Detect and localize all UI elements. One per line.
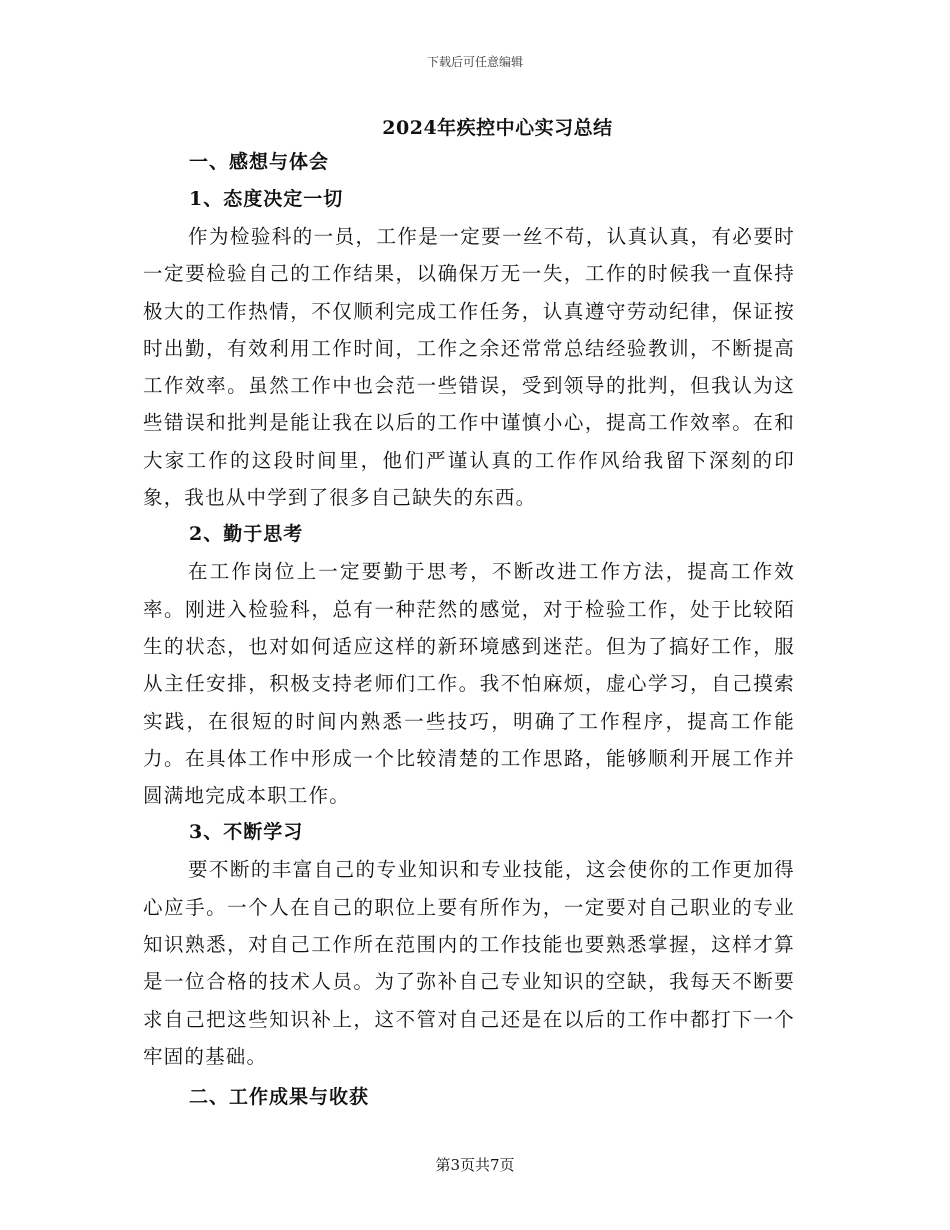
- subsection-heading-thinking: 2、勤于思考: [189, 523, 304, 546]
- section-heading-impressions: 一、感想与体会: [189, 151, 330, 173]
- document-title: 2024年疾控中心实习总结: [382, 117, 613, 139]
- section-heading-results: 二、工作成果与收获: [189, 1086, 370, 1109]
- page-header-note: 下载后可任意编辑: [426, 55, 523, 69]
- subsection-heading-learning: 3、不断学习: [189, 821, 304, 844]
- page-number: 第3页共7页: [435, 1156, 515, 1174]
- subsection-heading-attitude: 1、态度决定一切: [189, 188, 344, 210]
- document-body: [143, 144, 795, 1116]
- paragraph-learning: 要不断的丰富自己的专业知识和专业技能，这会使你的工作更加得心应手。一个人在自己的职位上要有所作为，一定要对自己职业的专业知识熟悉，对自己工作所在范围内的工作技能也要熟悉掌握，这样才算是一位合格的技术人员。为了弥补自己专业知识的空缺，我每天不断要求自己把这些知识补上，这不管对自己还是在以后的工作中都打下一个牢固的基础。: [143, 858, 795, 1068]
- paragraph-thinking: 在工作岗位上一定要勤于思考，不断改进工作方法，提高工作效率。刚进入检验科，总有一种茫然的感觉，对于检验工作，处于比较陌生的状态，也对如何适应这样的新环境感到迷茫。但为了搞好工作，服从主任安排，积极支持老师们工作。我不怕麻烦，虚心学习，自己摸索实践，在很短的时间内熟悉一些技巧，明确了工作程序，提高工作能力。在具体工作中形成一个比较清楚的工作思路，能够顺利开展工作并圆满地完成本职工作。: [143, 560, 795, 808]
- paragraph-attitude: 作为检验科的一员，工作是一定要一丝不苟，认真认真，有必要时一定要检验自己的工作结果，以确保万无一失，工作的时候我一直保持极大的工作热情，不仅顺利完成工作任务，认真遵守劳动纪律，保证按时出勤，有效利用工作时间，工作之余还常常总结经验教训，不断提高工作效率。虽然工作中也会范一些错误，受到领导的批判，但我认为这些错误和批判是能让我在以后的工作中谨慎小心，提高工作效率。在和大家工作的这段时间里，他们严谨认真的工作作风给我留下深刻的印象，我也从中学到了很多自己缺失的东西。: [143, 225, 795, 510]
